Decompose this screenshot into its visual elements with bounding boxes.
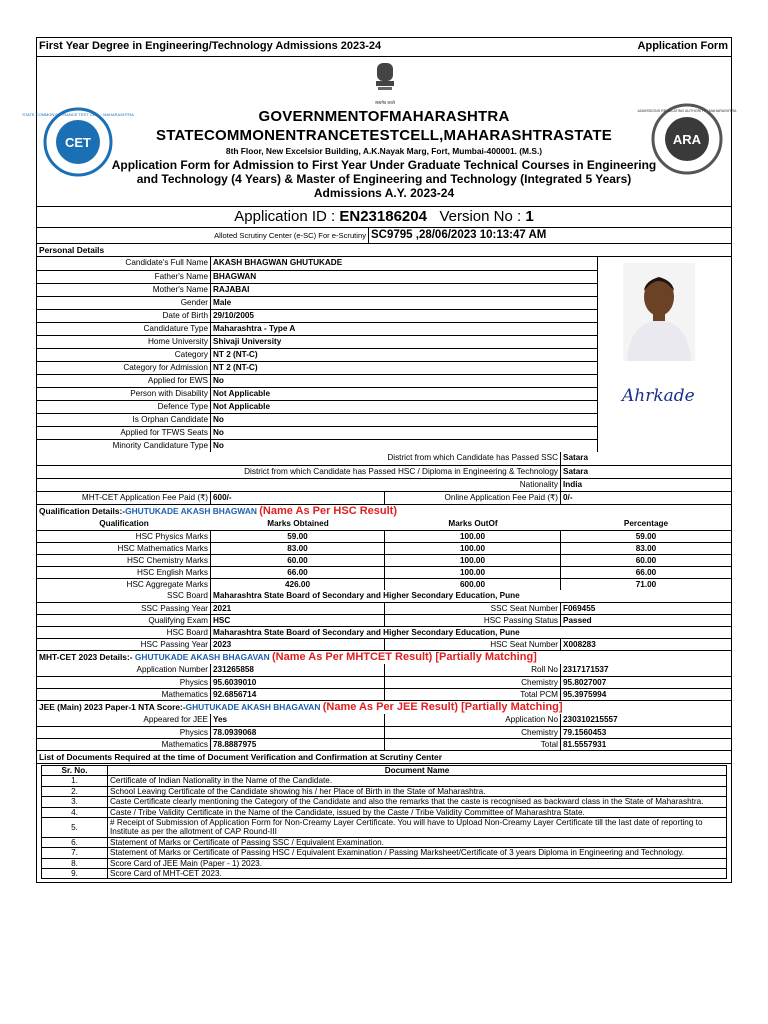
documents-table: [41, 765, 727, 879]
government-name: GOVERNMENTOFMAHARASHTRA: [258, 108, 510, 125]
personal-value: Male: [213, 298, 232, 307]
qual-value: 59.00: [211, 531, 385, 542]
fee-label: MHT-CET Application Fee Paid (₹): [37, 492, 211, 504]
document-srno: 1.: [42, 776, 108, 786]
qual-value: 83.00: [635, 544, 657, 553]
letterhead: [22, 56, 737, 206]
personal-value: No: [213, 376, 224, 385]
mhtcet-physics-value-1: 95.6039010: [211, 677, 385, 688]
qual-value: 66.00: [211, 567, 385, 578]
document-row: [42, 786, 727, 796]
document-name: Statement of Marks or Certificate of Passing HSC / Equivalent Examination / Passing Marksheet/Certificate of 3 years Diploma in Engineering and Technology.: [108, 848, 727, 858]
qual-row: [37, 542, 731, 554]
personal-value: RAJABAI: [213, 285, 250, 294]
mhtcet-title-row: [37, 650, 731, 664]
mhtcet-section-title: MHT-CET 2023 Details:- GHUTUKADE AKASH BHAGAVAN (Name As Per MHTCET Result) [Partially Matching]: [39, 651, 537, 663]
jee-rows: [37, 714, 731, 750]
personal-label: Minority Candidature Type: [37, 440, 211, 452]
jee-physics-label-1: Physics: [37, 727, 211, 738]
document-row: [42, 848, 727, 858]
qual-header-cell: Percentage: [623, 519, 669, 528]
hsc-year: [37, 638, 731, 650]
qual-label: HSC Physics Marks: [37, 531, 211, 542]
personal-value: NT 2 (NT-C): [213, 350, 258, 359]
personal-row: [37, 413, 597, 426]
qual-label: HSC Chemistry Marks: [37, 555, 211, 566]
jee-physics-value-1: 78.0939068: [211, 727, 385, 738]
jee-physics-label-2: Chemistry: [385, 727, 561, 738]
hsc-board-label: HSC Board: [37, 627, 211, 638]
personal-value: Maharashtra - Type A: [213, 324, 296, 333]
qual-value: 71.00: [635, 580, 657, 589]
ara-logo-ring-text: ADMISSIONS REGULATING AUTHORITY · MAHARASHTRA: [637, 109, 737, 113]
hsc-year-label-2: HSC Seat Number: [385, 639, 561, 650]
personal-value: AKASH BHAGWAN GHUTUKADE: [213, 258, 343, 267]
qual-value: 60.00: [635, 556, 657, 565]
qual-value: 100.00: [385, 543, 561, 554]
hsc-year-value-2: X008283: [563, 640, 596, 649]
personal-value: No: [213, 428, 224, 437]
mhtcet-math-value-2: 95.3975994: [563, 690, 607, 699]
personal-block: [37, 256, 731, 452]
form-header-title: First Year Degree in Engineering/Technology Admissions 2023-24: [39, 40, 382, 52]
cet-logo: [22, 107, 134, 177]
ara-logo-text: ARA: [672, 132, 702, 147]
scrutiny-value: SC9795 ,28/06/2023 10:13:47 AM: [371, 229, 547, 241]
document-row: [42, 869, 727, 879]
personal-value: 29/10/2005: [213, 311, 254, 320]
personal-row: [37, 439, 597, 452]
district-label: District from which Candidate has Passed HSC / Diploma in Engineering & Technology: [37, 466, 561, 478]
form-type-label: Application Form: [637, 40, 728, 52]
jee-appeared: [37, 714, 731, 726]
qual-value: 100.00: [385, 531, 561, 542]
qual-value: 100.00: [385, 555, 561, 566]
district-row: [37, 478, 731, 491]
personal-value: BHAGWAN: [213, 272, 257, 281]
hsc-year-label-1: HSC Passing Year: [37, 639, 211, 650]
qual-row: [37, 554, 731, 566]
qualification-section-title: Qualification Details:-GHUTUKADE AKASH BHAGWAN (Name As Per HSC Result): [39, 505, 397, 517]
jee-physics-value-2: 79.1560453: [563, 728, 607, 737]
qualifying-exam-label-1: Qualifying Exam: [37, 615, 211, 626]
scrutiny-label: Alloted Scrutiny Center (e-SC) For e-Scrutiny: [37, 228, 369, 243]
hsc-name-note: (Name As Per HSC Result): [259, 505, 397, 517]
personal-title-row: [37, 243, 731, 256]
document-row: [42, 858, 727, 868]
qual-header-cell: Marks Obtained: [267, 519, 329, 528]
mhtcet-app-label-2: Roll No: [385, 664, 561, 676]
qual-header-row: [37, 518, 731, 530]
qual-value: 83.00: [211, 543, 385, 554]
emblem-caption: सत्यमेव जयते: [375, 100, 395, 105]
mhtcet-physics-label-2: Chemistry: [385, 677, 561, 688]
ssc-board-value: Maharashtra State Board of Secondary and Higher Secondary Education, Pune: [213, 591, 520, 600]
qual-value: 426.00: [211, 579, 385, 590]
online-fee-label: Online Application Fee Paid (₹): [385, 492, 561, 504]
qual-row: [37, 566, 731, 578]
qual-row: [37, 578, 731, 590]
jee-section-title: JEE (Main) 2023 Paper-1 NTA Score:-GHUTUKADE AKASH BHAGAVAN (Name As Per JEE Result) [Partially Matching]: [39, 701, 563, 713]
document-srno: 4.: [42, 807, 108, 817]
document-row: [42, 776, 727, 786]
qualifying-exam: [37, 614, 731, 626]
state-emblem: [370, 61, 400, 105]
personal-row: [37, 309, 597, 322]
signature-text: Ahrkade: [622, 386, 695, 406]
jee-math-value-2: 81.5557931: [563, 740, 607, 749]
jee-math-value-1: 78.8887975: [211, 739, 385, 750]
documents-wrap: [37, 763, 731, 882]
doc-header-name: Document Name: [108, 766, 727, 776]
personal-value: NT 2 (NT-C): [213, 363, 258, 372]
qual-header-cell: Marks OutOf: [448, 519, 498, 528]
mhtcet-name-note: (Name As Per MHTCET Result) [Partially Matching]: [271, 651, 537, 663]
personal-label: Category: [37, 349, 211, 361]
document-srno: 3.: [42, 797, 108, 807]
ssc-year-label-2: SSC Seat Number: [385, 603, 561, 614]
personal-label: Applied for TFWS Seats: [37, 427, 211, 439]
ashoka-emblem-icon: [374, 61, 396, 95]
application-form: [22, 37, 737, 883]
personal-label: Candidate's Full Name: [37, 257, 211, 270]
document-srno: 9.: [42, 869, 108, 879]
personal-row: [37, 374, 597, 387]
form-title: Application Form for Admission to First Year Under Graduate Technical Courses in Engineering and Technology (4 Years) & Master of Engineering and Technology (Integrated 5 Years) Admissions A.Y. 2023-24: [111, 158, 657, 200]
mhtcet-app-value-2: 2317171537: [563, 665, 609, 674]
wide-rows: [37, 452, 731, 504]
mhtcet-result-name: GHUTUKADE AKASH BHAGAVAN: [134, 652, 270, 662]
qual-value: 600.00: [385, 579, 561, 590]
document-srno: 7.: [42, 848, 108, 858]
application-id-label: Application ID :: [234, 208, 340, 225]
personal-label: Mother's Name: [37, 284, 211, 296]
personal-label: Applied for EWS: [37, 375, 211, 387]
mhtcet-math-label-2: Total PCM: [385, 689, 561, 700]
ssc-year: [37, 602, 731, 614]
personal-label: Person with Disability: [37, 388, 211, 400]
personal-label: Defence Type: [37, 401, 211, 413]
mhtcet-app: [37, 664, 731, 676]
personal-value: Shivaji University: [213, 337, 282, 346]
mhtcet-physics: [37, 676, 731, 688]
online-fee-value: 0/-: [563, 493, 573, 502]
title-row: [37, 38, 731, 56]
document-name: Score Card of JEE Main (Paper - 1) 2023.: [108, 858, 727, 868]
personal-value: No: [213, 441, 224, 450]
qualification-table: [37, 518, 731, 590]
ssc-year-label-1: SSC Passing Year: [37, 603, 211, 614]
district-value: Satara: [563, 467, 589, 476]
document-srno: 6.: [42, 837, 108, 847]
personal-row: [37, 257, 597, 270]
cet-logo-ring-text: STATE COMMON ENTRANCE TEST CELL · MAHARASHTRA: [22, 112, 134, 117]
version-number: 1: [525, 208, 534, 225]
candidate-photo: [623, 263, 695, 361]
personal-row: [37, 348, 597, 361]
qual-label: HSC English Marks: [37, 567, 211, 578]
document-row: [42, 797, 727, 807]
jee-math-label-2: Total: [385, 739, 561, 750]
version-label: Version No :: [439, 208, 526, 225]
jee-appeared-label-2: Application No: [385, 714, 561, 726]
mhtcet-math-value-1: 92.6856714: [211, 689, 385, 700]
document-name: Certificate of Indian Nationality in the Name of the Candidate.: [108, 776, 727, 786]
scrutiny-row: [37, 227, 731, 243]
cet-logo-text: CET: [65, 135, 91, 150]
ssc-year-value-2: F069455: [563, 604, 596, 613]
document-name: Score Card of MHT-CET 2023.: [108, 869, 727, 879]
documents-title-row: [37, 750, 731, 763]
document-name: # Receipt of Submission of Application Form for Non-Creamy Layer Certificate. You will have to Upload Non-Creamy Layer Certificate till the last date of reporting to Institute as per the allotment of CAP Round-III: [108, 818, 727, 838]
qualifying-exam-value-1: HSC: [211, 615, 385, 626]
district-value: Satara: [563, 453, 589, 462]
personal-value: No: [213, 415, 224, 424]
documents-section-title: List of Documents Required at the time of Document Verification and Confirmation at Scrutiny Center: [39, 752, 442, 762]
application-id-row: [37, 206, 731, 227]
personal-rows: [37, 257, 597, 452]
personal-row: [37, 335, 597, 348]
hsc-board: [37, 626, 731, 638]
ssc-year-value-1: 2021: [211, 603, 385, 614]
document-name: Statement of Marks or Certificate of Passing SSC / Equivalent Examination.: [108, 837, 727, 847]
hsc-year-value-1: 2023: [211, 639, 385, 650]
qualification-title-row: [37, 504, 731, 518]
jee-appeared-value-2: 230310215557: [563, 715, 618, 724]
document-srno: 2.: [42, 786, 108, 796]
mhtcet-physics-label-1: Physics: [37, 677, 211, 688]
personal-row: [37, 322, 597, 335]
personal-row: [37, 296, 597, 309]
qual-label: HSC Mathematics Marks: [37, 543, 211, 554]
jee-math: [37, 738, 731, 750]
mhtcet-math: [37, 688, 731, 700]
personal-label: Home University: [37, 336, 211, 348]
cell-name: STATECOMMONENTRANCETESTCELL,MAHARASHTRASTATE: [156, 127, 612, 144]
document-row: [42, 837, 727, 847]
personal-label: Father's Name: [37, 271, 211, 283]
qual-label: HSC Aggregate Marks: [37, 579, 211, 590]
district-row: [37, 452, 731, 465]
mhtcet-math-label-1: Mathematics: [37, 689, 211, 700]
document-name: School Leaving Certificate of the Candidate showing his / her Place of Birth in the State of Maharashtra.: [108, 786, 727, 796]
mhtcet-physics-value-2: 95.8027007: [563, 678, 607, 687]
ssc-board: [37, 590, 731, 602]
personal-row: [37, 400, 597, 413]
ara-logo: [637, 103, 737, 175]
personal-label: Candidature Type: [37, 323, 211, 335]
personal-label: Category for Admission: [37, 362, 211, 374]
qualification-extra: [37, 590, 731, 650]
document-name: Caste Certificate clearly mentioning the Category of the Candidate and also the remarks that the caste is recognised as backward class in the State of Maharashtra.: [108, 797, 727, 807]
personal-row: [37, 361, 597, 374]
hsc-board-value: Maharashtra State Board of Secondary and Higher Secondary Education, Pune: [213, 628, 520, 637]
mhtcet-rows: [37, 664, 731, 700]
photo-panel: [597, 257, 731, 452]
district-row: [37, 465, 731, 478]
qualifying-exam-value-2: Passed: [563, 616, 592, 625]
candidate-signature: [618, 375, 708, 415]
jee-appeared-label-1: Appeared for JEE: [37, 714, 211, 726]
fee-value: 600/-: [211, 492, 385, 504]
personal-value: Not Applicable: [213, 389, 271, 398]
fee-row: [37, 491, 731, 504]
personal-row: [37, 426, 597, 439]
application-id: EN23186204: [339, 208, 427, 225]
personal-section-title: Personal Details: [39, 245, 105, 255]
personal-row: [37, 387, 597, 400]
jee-appeared-value-1: Yes: [211, 714, 385, 726]
personal-row: [37, 283, 597, 296]
doc-header-srno: Sr. No.: [42, 766, 108, 776]
qual-row: [37, 530, 731, 542]
personal-value: Not Applicable: [213, 402, 271, 411]
qual-header-cell: Qualification: [99, 519, 149, 528]
document-name: Caste / Tribe Validity Certificate in the Name of the Candidate, issued by the Caste / Tribe Validity Committee of Maharashtra State.: [108, 807, 727, 817]
jee-name-note: (Name As Per JEE Result) [Partially Matching]: [322, 701, 563, 713]
qual-value: 60.00: [211, 555, 385, 566]
qual-value: 100.00: [385, 567, 561, 578]
jee-title-row: [37, 700, 731, 714]
district-value: India: [563, 480, 583, 489]
office-address: 8th Floor, New Excelsior Building, A.K.Nayak Marg, Fort, Mumbai-400001. (M.S.): [225, 146, 543, 156]
qualifying-exam-label-2: HSC Passing Status: [385, 615, 561, 626]
mhtcet-app-value-1: 231265858: [211, 664, 385, 676]
personal-label: Gender: [37, 297, 211, 309]
mhtcet-app-label-1: Application Number: [37, 664, 211, 676]
district-label: District from which Candidate has Passed SSC: [37, 452, 561, 465]
ssc-board-label: SSC Board: [37, 590, 211, 602]
document-srno: 5.: [42, 818, 108, 838]
qual-value: 59.00: [635, 532, 657, 541]
jee-math-label-1: Mathematics: [37, 739, 211, 750]
document-row: [42, 807, 727, 817]
jee-physics: [37, 726, 731, 738]
personal-row: [37, 270, 597, 283]
personal-label: Date of Birth: [37, 310, 211, 322]
qual-value: 66.00: [635, 568, 657, 577]
hsc-result-name: GHUTUKADE AKASH BHAGWAN: [125, 506, 257, 516]
document-row: [42, 818, 727, 838]
document-srno: 8.: [42, 858, 108, 868]
district-label: Nationality: [37, 479, 561, 491]
personal-label: Is Orphan Candidate: [37, 414, 211, 426]
jee-result-name: GHUTUKADE AKASH BHAGAVAN: [185, 702, 321, 712]
